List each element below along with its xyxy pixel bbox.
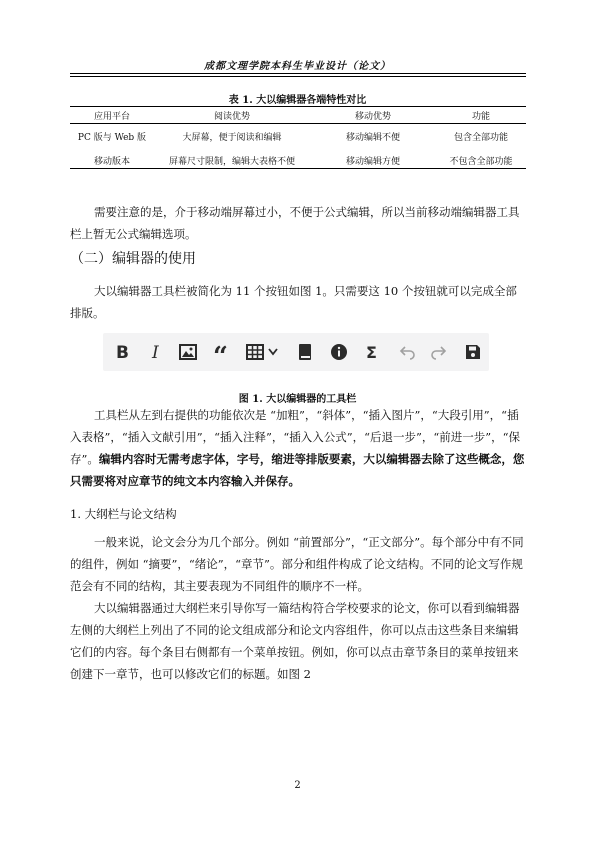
table-cell: PC 版与 Web 版 xyxy=(77,132,147,143)
table-header-cell: 移动优势 xyxy=(310,107,436,124)
table-header-cell: 功能 xyxy=(436,107,526,124)
table-cell: 移动版本 xyxy=(70,152,154,169)
info-icon[interactable] xyxy=(328,341,350,363)
editor-toolbar xyxy=(103,333,489,371)
comparison-table xyxy=(70,106,526,169)
paragraph xyxy=(70,404,526,492)
paragraph: 一般来说，论文会分为几个部分。例如 “前置部分”，“正文部分”。每个部分中有不同的组件，例如 “摘要”，“绪论”，“章节”。部分和组件构成了论文结构。不同的论文写作规范会有不同的结构，其主要表现为不同组件的顺序不一样。 xyxy=(70,535,524,593)
table-header-cell: 阅读优势 xyxy=(154,107,310,124)
section-heading: （二）编辑器的使用 xyxy=(70,251,196,267)
subsection-heading: 1. 大纲栏与论文结构 xyxy=(70,507,177,521)
quote-icon[interactable] xyxy=(211,341,233,372)
table-header-row xyxy=(70,107,526,124)
table-row xyxy=(70,152,526,169)
image-icon[interactable] xyxy=(177,341,199,363)
bold-icon[interactable] xyxy=(111,341,133,363)
paragraph: 大以编辑器工具栏被简化为 11 个按钮如图 1。只需要这 10 个按钮就可以完成全部排版。 xyxy=(70,284,517,320)
table-row xyxy=(70,124,526,153)
table-cell: 不包含全部功能 xyxy=(436,152,526,169)
italic-icon[interactable] xyxy=(145,341,167,363)
save-icon[interactable] xyxy=(462,341,484,363)
table-icon[interactable] xyxy=(244,341,266,363)
table-cell: 屏幕尺寸限制，编辑大表格不便 xyxy=(154,152,310,169)
svg-text:I: I xyxy=(152,343,159,363)
header-rule xyxy=(70,73,526,74)
sigma-icon[interactable] xyxy=(361,341,383,363)
table-cell: 包含全部功能 xyxy=(453,132,508,143)
table-cell: 大屏幕，便于阅读和编辑 xyxy=(182,132,282,143)
page-number: 2 xyxy=(294,780,301,791)
figure-caption: 图 1. 大以编辑器的工具栏 xyxy=(238,394,357,405)
table-cell: 移动编辑不便 xyxy=(345,132,400,143)
table-caption: 表 1. 大以编辑器各端特性对比 xyxy=(228,95,367,106)
header-rule-thin xyxy=(70,76,526,77)
svg-text:“: “ xyxy=(213,342,228,372)
svg-text:Σ: Σ xyxy=(366,343,377,362)
paragraph-text: 工具栏从左到右提供的功能依次是 “加粗”，“斜体”，“插入图片”，“大段引用”，“插入表格”，“插入文献引用”，“插入注释”，“插入入公式”，“后退一步”，“前进一步”，“保存”。 xyxy=(70,408,521,466)
paragraph: 大以编辑器通过大纲栏来引导你写一篇结构符合学校要求的论文，你可以看到编辑器左侧的大纲栏上列出了不同的论文组成部分和论文内容组件，你可以点击这些条目来编辑它们的内容。每个条目右侧都有一个菜单按钮。例如，你可以点击章节条目的菜单按钮来创建下一章节，也可以修改它们的标题。如图 2 xyxy=(70,601,520,681)
book-icon[interactable] xyxy=(294,341,316,363)
emphasis-text: 编辑内容时无需考虑字体，字号，缩进等排版要素，大以编辑器去除了这些概念，您只需要将对应章节的纯文本内容输入并保存。 xyxy=(70,452,525,488)
page-header: 成都文理学院本科生毕业设计（论文） xyxy=(204,61,391,72)
chevron-down-icon[interactable] xyxy=(266,341,280,363)
svg-text:B: B xyxy=(116,343,129,363)
table-header-cell: 应用平台 xyxy=(70,107,154,124)
redo-icon[interactable] xyxy=(428,341,450,363)
paragraph: 需要注意的是，介于移动端屏幕过小，不便于公式编辑，所以当前移动端编辑器工具栏上暂无公式编辑选项。 xyxy=(70,205,520,241)
undo-icon[interactable] xyxy=(396,341,418,363)
table-cell: 移动编辑方便 xyxy=(310,152,436,169)
